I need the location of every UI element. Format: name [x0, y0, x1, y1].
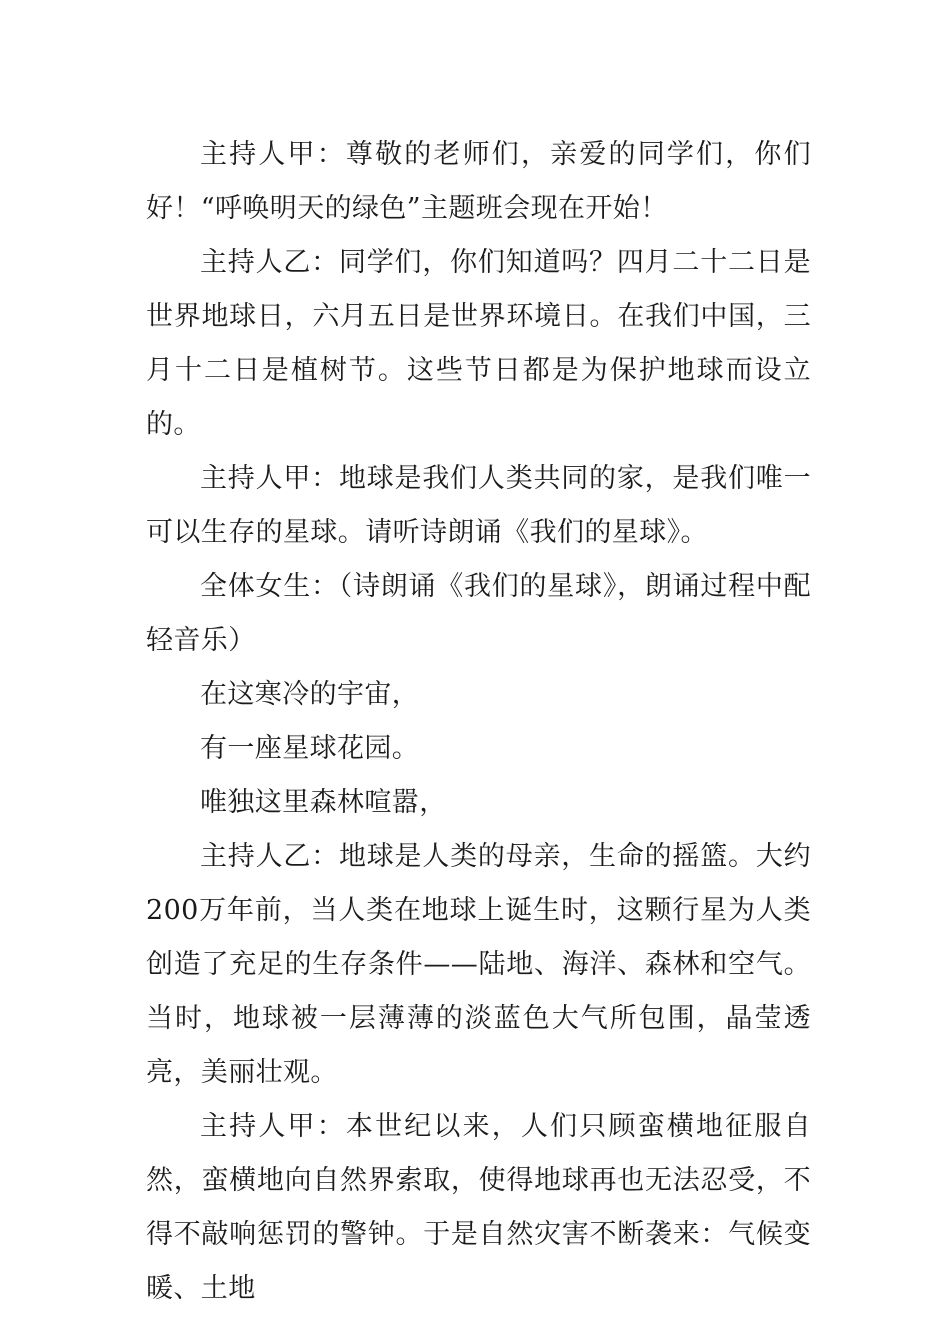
document-body: [146, 128, 811, 1316]
paragraph-girls-recitation: 全体女生：（诗朗诵《我们的星球》，朗诵过程中配轻音乐）: [146, 571, 811, 656]
paragraph-host-a-warning: 主持人甲：本世纪以来，人们只顾蛮横地征服自然，蛮横地向自然界索取，使得地球再也无法忍受，不得不敲响惩罚的警钟。于是自然灾害不断袭来：气候变暖、土地: [146, 1111, 811, 1304]
poem-line-3: 唯独这里森林喧嚣，: [200, 787, 447, 818]
paragraph-host-a-poem-intro: 主持人甲：地球是我们人类共同的家，是我们唯一可以生存的星球。请听诗朗诵《我们的星球》。: [146, 463, 811, 548]
poem-line-2: 有一座星球花园。: [200, 733, 420, 764]
poem-line-1: 在这寒冷的宇宙，: [200, 679, 420, 710]
paragraph-host-a-greeting: 主持人甲：尊敬的老师们，亲爱的同学们，你们好！“呼唤明天的绿色”主题班会现在开始！: [146, 139, 811, 224]
paragraph-host-b-mother-earth: 主持人乙：地球是人类的母亲，生命的摇篮。大约200万年前，当人类在地球上诞生时，这颗行星为人类创造了充足的生存条件——陆地、海洋、森林和空气。当时，地球被一层薄薄的淡蓝色大气所包围，晶莹透亮，美丽壮观。: [146, 841, 811, 1088]
paragraph-host-b-earth-days: 主持人乙：同学们，你们知道吗？四月二十二日是世界地球日，六月五日是世界环境日。在我们中国，三月十二日是植树节。这些节日都是为保护地球而设立的。: [146, 247, 811, 440]
